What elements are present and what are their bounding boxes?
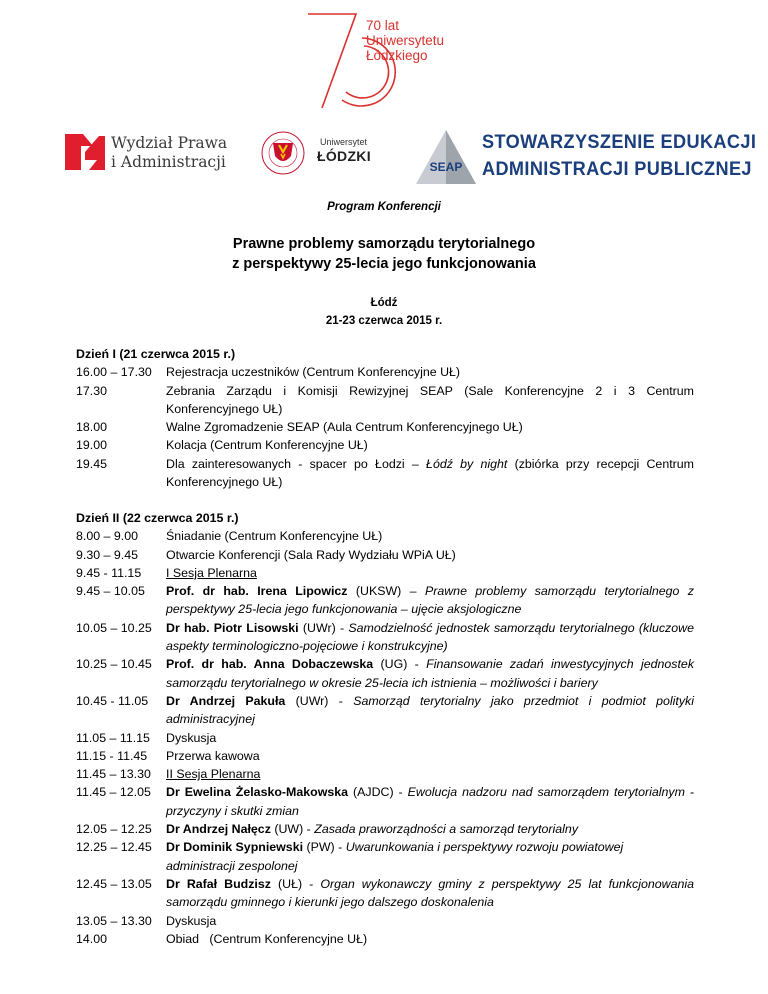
jubilee-logo xyxy=(302,8,445,112)
schedule-row xyxy=(76,564,694,582)
item-time: 11.05 – 11.15 xyxy=(76,730,150,745)
schedule-row xyxy=(76,912,694,930)
item-text xyxy=(166,455,694,492)
item-text-pre: Dla zainteresowanych - spacer po Łodzi – xyxy=(166,456,427,471)
speaker-affiliation: (UW) - xyxy=(270,822,315,837)
talk-topic: Samodzielność jednostek samorządu terytorialnego (kluczowe aspekty terminologiczno-pojęciowe i konstrukcyjne) xyxy=(166,620,694,654)
schedule-row xyxy=(76,619,694,656)
speaker-name: Prof. dr hab. Anna Dobaczewska xyxy=(166,657,374,672)
item-time: 10.45 - 11.05 xyxy=(76,693,149,708)
item-time: 14.00 xyxy=(76,931,108,946)
seap-triangle-icon xyxy=(414,128,478,186)
schedule-row xyxy=(76,455,694,492)
schedule-row xyxy=(76,546,694,564)
speaker-affiliation: (UG) - xyxy=(373,657,427,672)
item-text: Kolacja (Centrum Konferencyjne UŁ) xyxy=(166,438,368,453)
talk-topic: Samorząd terytorialny jako przedmiot i podmiot polityki administracyjnej xyxy=(166,693,694,727)
item-text: Dyskusja xyxy=(166,730,217,745)
item-text: Obiad (Centrum Konferencyjne UŁ) xyxy=(166,931,368,946)
item-time: 10.25 – 10.45 xyxy=(76,657,152,672)
schedule-row xyxy=(76,747,694,765)
speaker-affiliation: (AJDC) - xyxy=(348,785,408,800)
wpia-name xyxy=(111,134,227,172)
item-text: Walne Zgromadzenie SEAP (Aula Centrum Konferencyjnego UŁ) xyxy=(166,420,523,435)
day1-schedule xyxy=(76,345,694,491)
jubilee-line1: 70 lat xyxy=(366,18,400,33)
item-time: 9.45 – 10.05 xyxy=(76,584,145,599)
item-time: 11.15 - 11.45 xyxy=(76,748,148,763)
talk-topic: Prawne problemy samorządu terytorialnego z perspektywy 25-lecia jego funkcjonowania – ujęcie aksjologiczne xyxy=(166,584,694,617)
speaker-name: Dr Rafał Budzisz xyxy=(166,876,271,891)
item-time: 19.00 xyxy=(76,438,108,453)
schedule-row xyxy=(76,838,694,875)
schedule-row xyxy=(76,582,694,619)
talk-topic: Organ wykonawczy gminy z perspektywy 25 lat funkcjonowania samorządu gminnego i kierunki jego dalszego doskonalenia xyxy=(166,876,695,910)
session-title: I Sesja Plenarna xyxy=(166,565,257,580)
talk-topic: Zasada praworządności a samorząd terytorialny xyxy=(314,822,579,837)
item-text: Otwarcie Konferencji (Sala Rady Wydziału WPiA UŁ) xyxy=(166,547,456,562)
schedule-row xyxy=(76,382,694,419)
item-text-post: (zbiórka przy recepcji Centrum Konferencyjnego UŁ) xyxy=(166,456,694,490)
item-text: Dyskusja xyxy=(166,913,217,928)
item-time: 12.45 – 13.05 xyxy=(76,876,152,891)
item-text xyxy=(166,619,694,656)
ul-small-label: Uniwersytet xyxy=(320,137,368,147)
item-text xyxy=(166,582,694,619)
item-text-italic: Łódź by night xyxy=(426,456,508,471)
item-time: 16.00 – 17.30 xyxy=(76,365,152,380)
day1-heading: Dzień I (21 czerwca 2015 r.) xyxy=(76,347,236,361)
item-text xyxy=(166,655,694,692)
item-time: 19.45 xyxy=(76,456,108,471)
conference-title xyxy=(0,234,768,274)
program-heading: Program Konferencji xyxy=(327,201,441,213)
talk-topic: Uwarunkowania i perspektywy rozwoju powiatowej administracji zespolonej xyxy=(166,840,624,873)
item-text xyxy=(166,820,694,838)
item-time: 11.45 – 13.30 xyxy=(76,767,151,782)
item-time: 10.05 – 10.25 xyxy=(76,620,152,635)
ul-logo xyxy=(253,130,383,176)
schedule-row xyxy=(76,418,694,436)
schedule-row xyxy=(76,363,694,381)
session-title: II Sesja Plenarna xyxy=(166,767,261,782)
item-time: 11.45 – 12.05 xyxy=(76,785,151,800)
schedule-row xyxy=(76,875,694,912)
speaker-affiliation: (UWr) - xyxy=(285,693,354,708)
ul-big-label: ŁÓDZKI xyxy=(317,148,371,164)
schedule-row xyxy=(76,527,694,545)
speaker-name: Prof. dr hab. Irena Lipowicz xyxy=(166,584,348,599)
speaker-name: Dr Ewelina Żelasko-Makowska xyxy=(166,785,349,800)
schedule-row xyxy=(76,655,694,692)
schedule-row xyxy=(76,820,694,838)
item-time: 12.25 – 12.45 xyxy=(76,840,152,855)
item-time: 12.05 – 12.25 xyxy=(76,822,152,837)
wpia-line1: Wydział Prawa xyxy=(111,134,228,152)
schedule-row xyxy=(76,765,694,783)
wpia-emblem-icon xyxy=(63,132,107,172)
day2-heading: Dzień II (22 czerwca 2015 r.) xyxy=(76,511,239,525)
seap-logo xyxy=(414,128,757,186)
speaker-affiliation: (UWr) - xyxy=(298,620,349,635)
item-text xyxy=(166,765,694,783)
item-text xyxy=(166,564,694,582)
item-time: 18.00 xyxy=(76,420,108,435)
item-time: 9.45 - 11.15 xyxy=(76,565,142,580)
item-text: Śniadanie (Centrum Konferencyjne UŁ) xyxy=(166,529,383,544)
wpia-line2: i Administracji xyxy=(111,153,226,171)
speaker-name: Dr Andrzej Nałęcz xyxy=(166,822,271,837)
speaker-name: Dr Dominik Sypniewski xyxy=(166,840,304,855)
dates: 21-23 czerwca 2015 r. xyxy=(325,315,443,327)
jubilee-line3: Łódzkiego xyxy=(366,48,428,63)
schedule-row xyxy=(76,783,694,820)
seap-badge-text: SEAP xyxy=(429,160,463,174)
seap-line1: STOWARZYSZENIE EDUKACJI xyxy=(482,131,757,153)
schedule-row xyxy=(76,729,694,747)
speaker-affiliation: (PW) - xyxy=(303,840,346,855)
speaker-name: Dr hab. Piotr Lisowski xyxy=(166,620,299,635)
item-time: 8.00 – 9.00 xyxy=(76,529,139,544)
item-text: Przerwa kawowa xyxy=(166,748,260,763)
item-text xyxy=(166,783,694,820)
seap-line2: ADMINISTRACJI PUBLICZNEJ xyxy=(482,158,752,180)
talk-topic: Finansowanie zadań inwestycyjnych jednostek samorządu terytorialnego w okresie 25-lecia ich istnienia – możliwości i bariery xyxy=(166,657,695,690)
item-time: 17.30 xyxy=(76,383,108,398)
item-text xyxy=(166,692,694,729)
speaker-name: Dr Andrzej Pakuła xyxy=(166,693,286,708)
title-line2: z perspektywy 25-lecia jego funkcjonowania xyxy=(232,256,536,272)
day2-schedule xyxy=(76,509,694,948)
speaker-affiliation: (UKSW) – xyxy=(347,584,425,599)
item-time: 13.05 – 13.30 xyxy=(76,913,152,928)
jubilee-line2: Uniwersytetu xyxy=(366,33,445,48)
city: Łódź xyxy=(370,297,398,309)
item-time: 9.30 – 9.45 xyxy=(76,547,139,562)
item-text: Rejestracja uczestników (Centrum Konferencyjne UŁ) xyxy=(166,365,461,380)
talk-topic: Ewolucja nadzoru nad samorządem terytorialnym - przyczyny i skutki zmian xyxy=(166,785,694,818)
item-text xyxy=(166,838,694,875)
title-line1: Prawne problemy samorządu terytorialnego xyxy=(232,236,536,252)
location-dates xyxy=(0,294,768,330)
ul-seal-icon xyxy=(253,130,313,176)
schedule-row xyxy=(76,436,694,454)
item-text xyxy=(166,875,694,912)
schedule-row xyxy=(76,930,694,948)
speaker-affiliation: (UŁ) - xyxy=(270,876,321,891)
schedule-row xyxy=(76,692,694,729)
item-text: Zebrania Zarządu i Komisji Rewizyjnej SEAP (Sale Konferencyjne 2 i 3 Centrum Konferencyjnego UŁ) xyxy=(166,383,694,416)
